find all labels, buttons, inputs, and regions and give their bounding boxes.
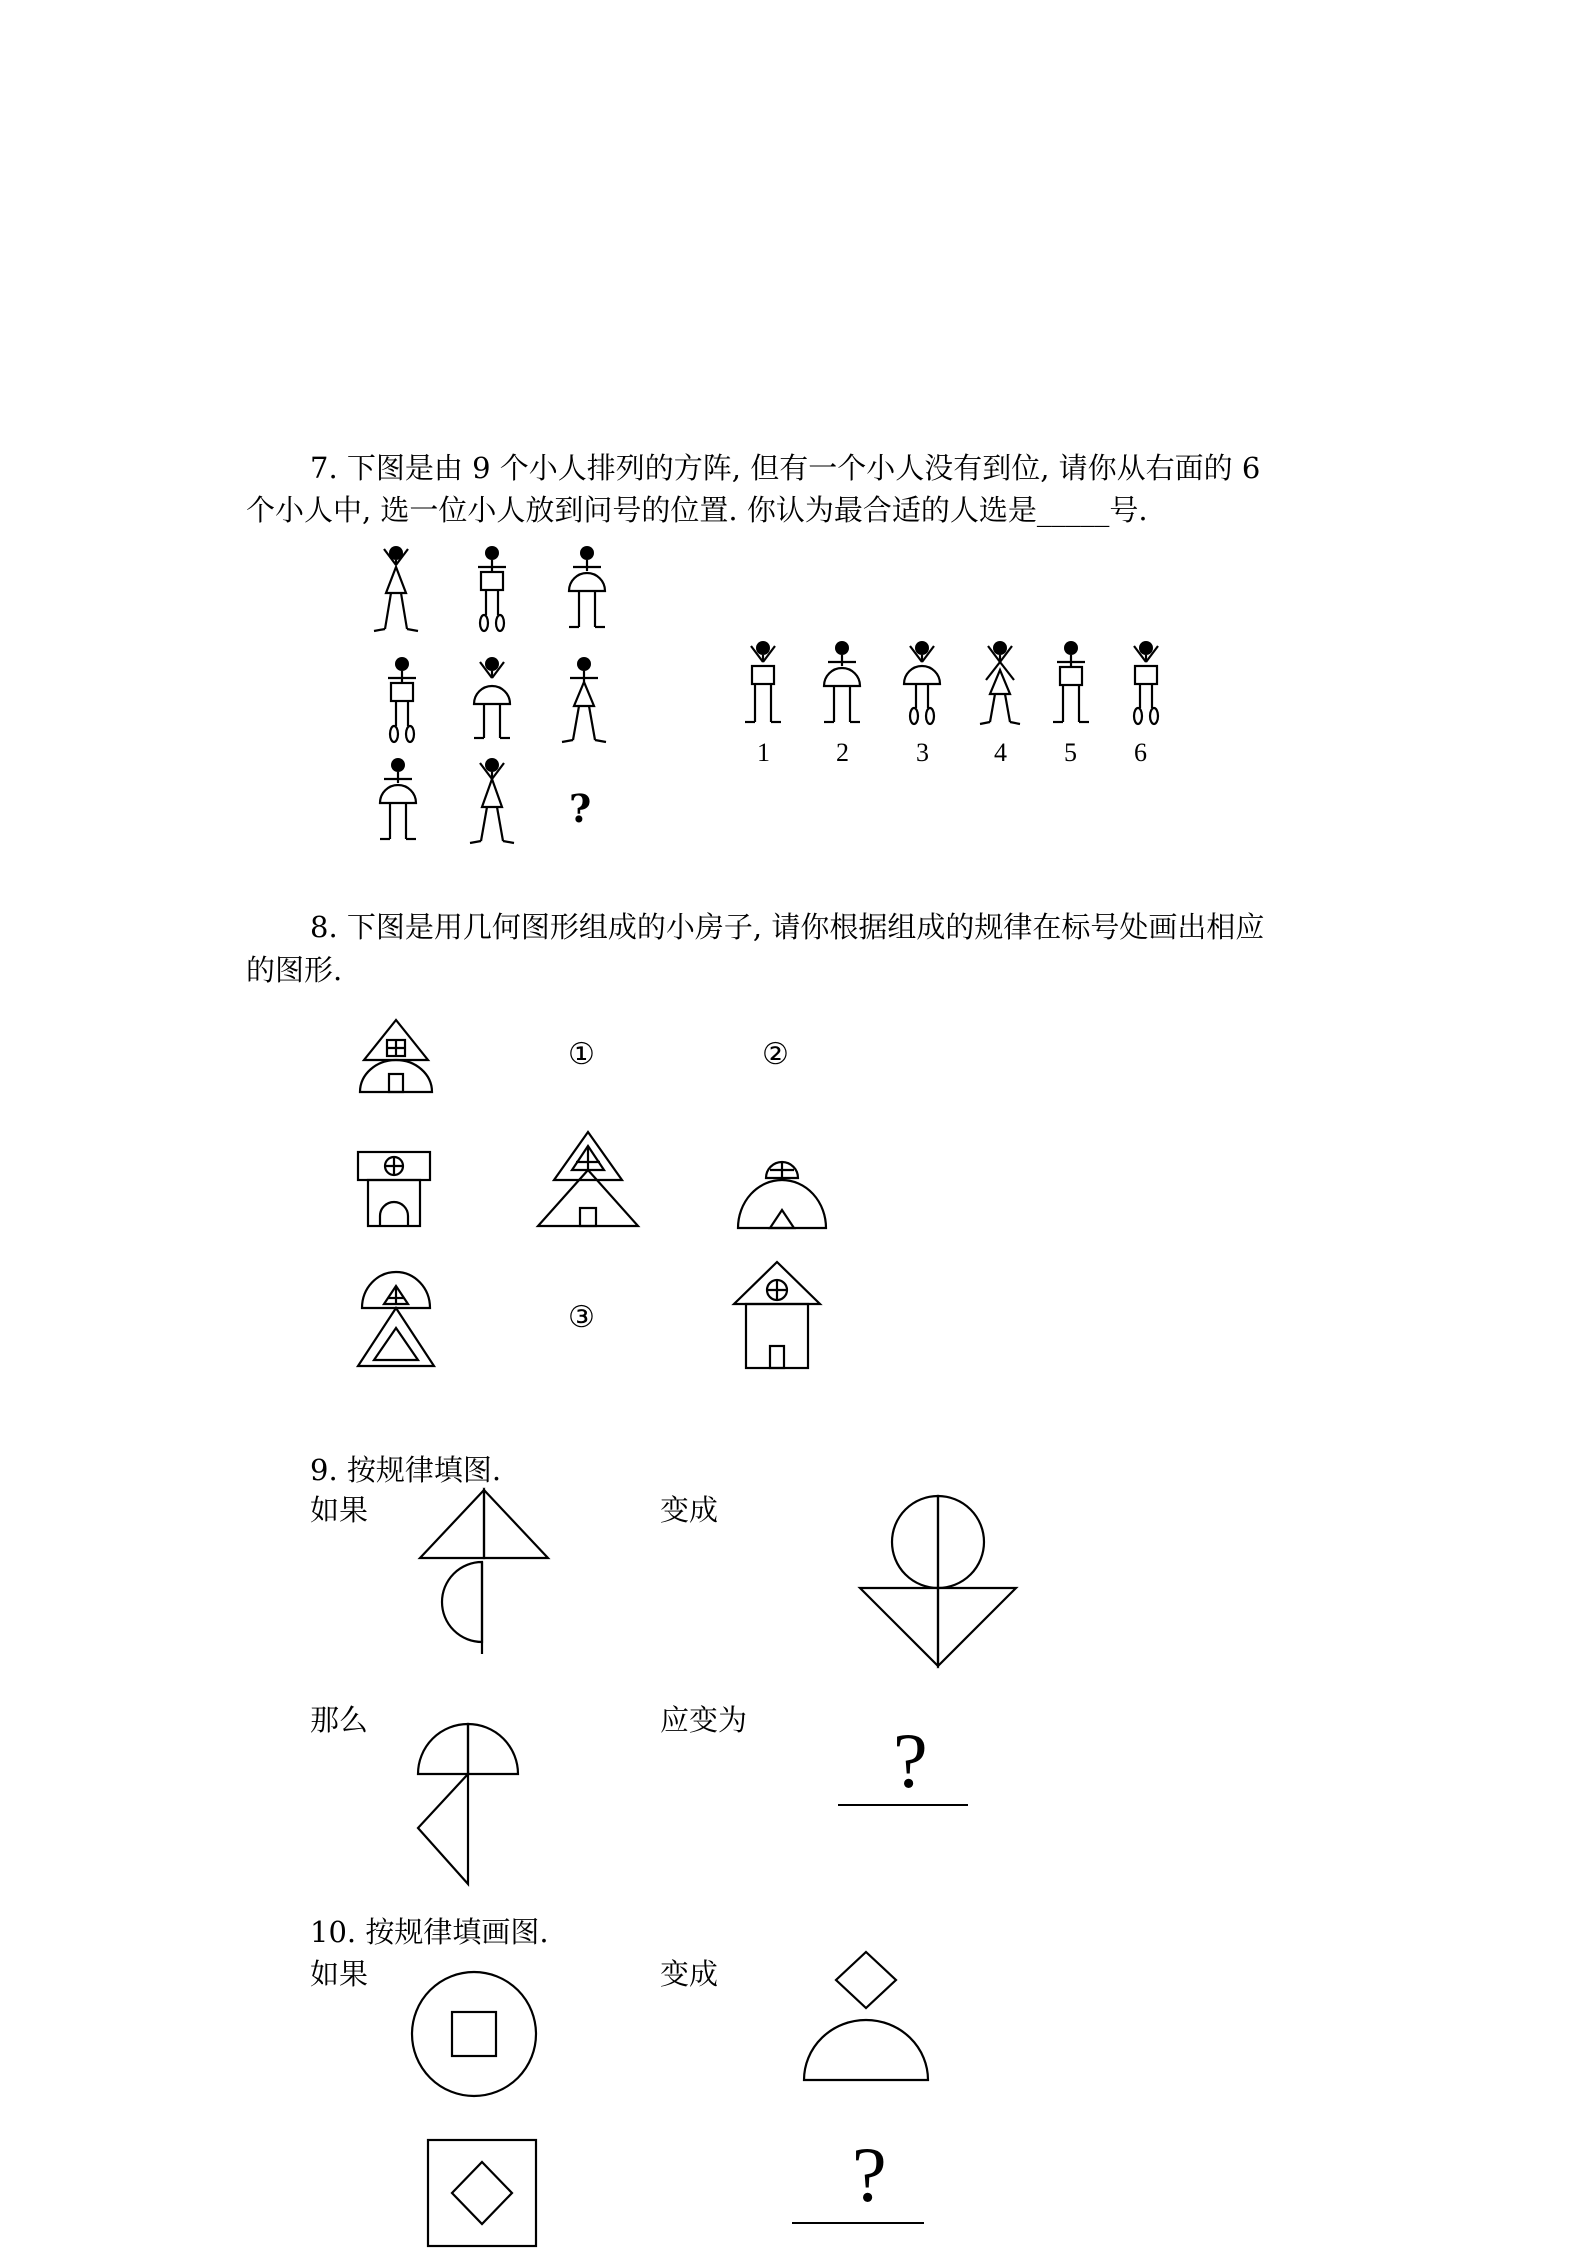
q10-answer-line[interactable] bbox=[792, 2222, 924, 2224]
q9-then-label: 那么 bbox=[310, 1703, 369, 1737]
q10-becomes-label: 变成 bbox=[660, 1957, 719, 1991]
q10-question-figure bbox=[426, 2138, 542, 2250]
q8-text-line1: 8. 下图是用几何图形组成的小房子, 请你根据组成的规律在标号处画出相应 bbox=[310, 910, 1265, 944]
stick-figure-r1c1 bbox=[366, 545, 426, 640]
stick-figure-r2c2 bbox=[462, 656, 522, 751]
option-label-4: 4 bbox=[994, 738, 1007, 767]
option-figure-1 bbox=[733, 640, 793, 735]
stick-figure-r1c2 bbox=[462, 545, 522, 640]
q9-becomes-label: 变成 bbox=[660, 1493, 719, 1527]
stick-figure-r2c1 bbox=[372, 656, 432, 751]
q9-question-figure bbox=[416, 1718, 522, 1888]
q10-answer-mark: ? bbox=[852, 2131, 887, 2218]
q9-result-figure bbox=[858, 1490, 1018, 1670]
option-figure-6 bbox=[1116, 640, 1176, 735]
q9-title: 9. 按规律填图. bbox=[310, 1453, 502, 1487]
stick-figure-r1c3 bbox=[557, 545, 617, 640]
option-figure-3 bbox=[892, 640, 952, 735]
stick-figure-r3c1 bbox=[368, 757, 428, 852]
q10-result-figure bbox=[800, 1950, 932, 2084]
option-label-2: 2 bbox=[836, 738, 849, 767]
house-r2c1 bbox=[356, 1150, 434, 1230]
q10-example-figure bbox=[410, 1970, 540, 2100]
q10-if-label: 如果 bbox=[310, 1957, 369, 1991]
option-label-5: 5 bbox=[1064, 738, 1077, 767]
q9-answer-mark: ? bbox=[893, 1717, 928, 1804]
blank-marker-2: ② bbox=[762, 1037, 789, 1072]
blank-marker-3: ③ bbox=[568, 1300, 595, 1335]
missing-figure-mark: ? bbox=[569, 786, 592, 831]
option-figure-5 bbox=[1041, 640, 1101, 735]
stick-figure-r3c2 bbox=[462, 757, 522, 852]
q9-should-become-label: 应变为 bbox=[660, 1703, 748, 1737]
option-figure-2 bbox=[812, 640, 872, 735]
q9-answer-line[interactable] bbox=[838, 1804, 968, 1806]
house-r3c3 bbox=[732, 1260, 822, 1372]
q7-text-line1: 7. 下图是由 9 个小人排列的方阵, 但有一个小人没有到位, 请你从右面的 6 bbox=[310, 451, 1261, 485]
option-figure-4 bbox=[970, 640, 1030, 735]
house-r2c2 bbox=[536, 1130, 640, 1230]
q9-example-figure bbox=[418, 1488, 552, 1656]
option-label-1: 1 bbox=[757, 738, 770, 767]
option-label-3: 3 bbox=[916, 738, 929, 767]
house-r3c1 bbox=[354, 1270, 438, 1370]
blank-marker-1: ① bbox=[568, 1037, 595, 1072]
q10-title: 10. 按规律填画图. bbox=[310, 1915, 549, 1949]
q8-text-line2: 的图形. bbox=[246, 953, 343, 987]
q9-if-label: 如果 bbox=[310, 1493, 369, 1527]
stick-figure-r2c3 bbox=[554, 656, 614, 751]
q7-text-line2: 个小人中, 选一位小人放到问号的位置. 你认为最合适的人选是_____号. bbox=[246, 493, 1148, 527]
house-r2c3 bbox=[734, 1152, 830, 1232]
option-label-6: 6 bbox=[1134, 738, 1147, 767]
house-r1c1 bbox=[356, 1018, 436, 1096]
